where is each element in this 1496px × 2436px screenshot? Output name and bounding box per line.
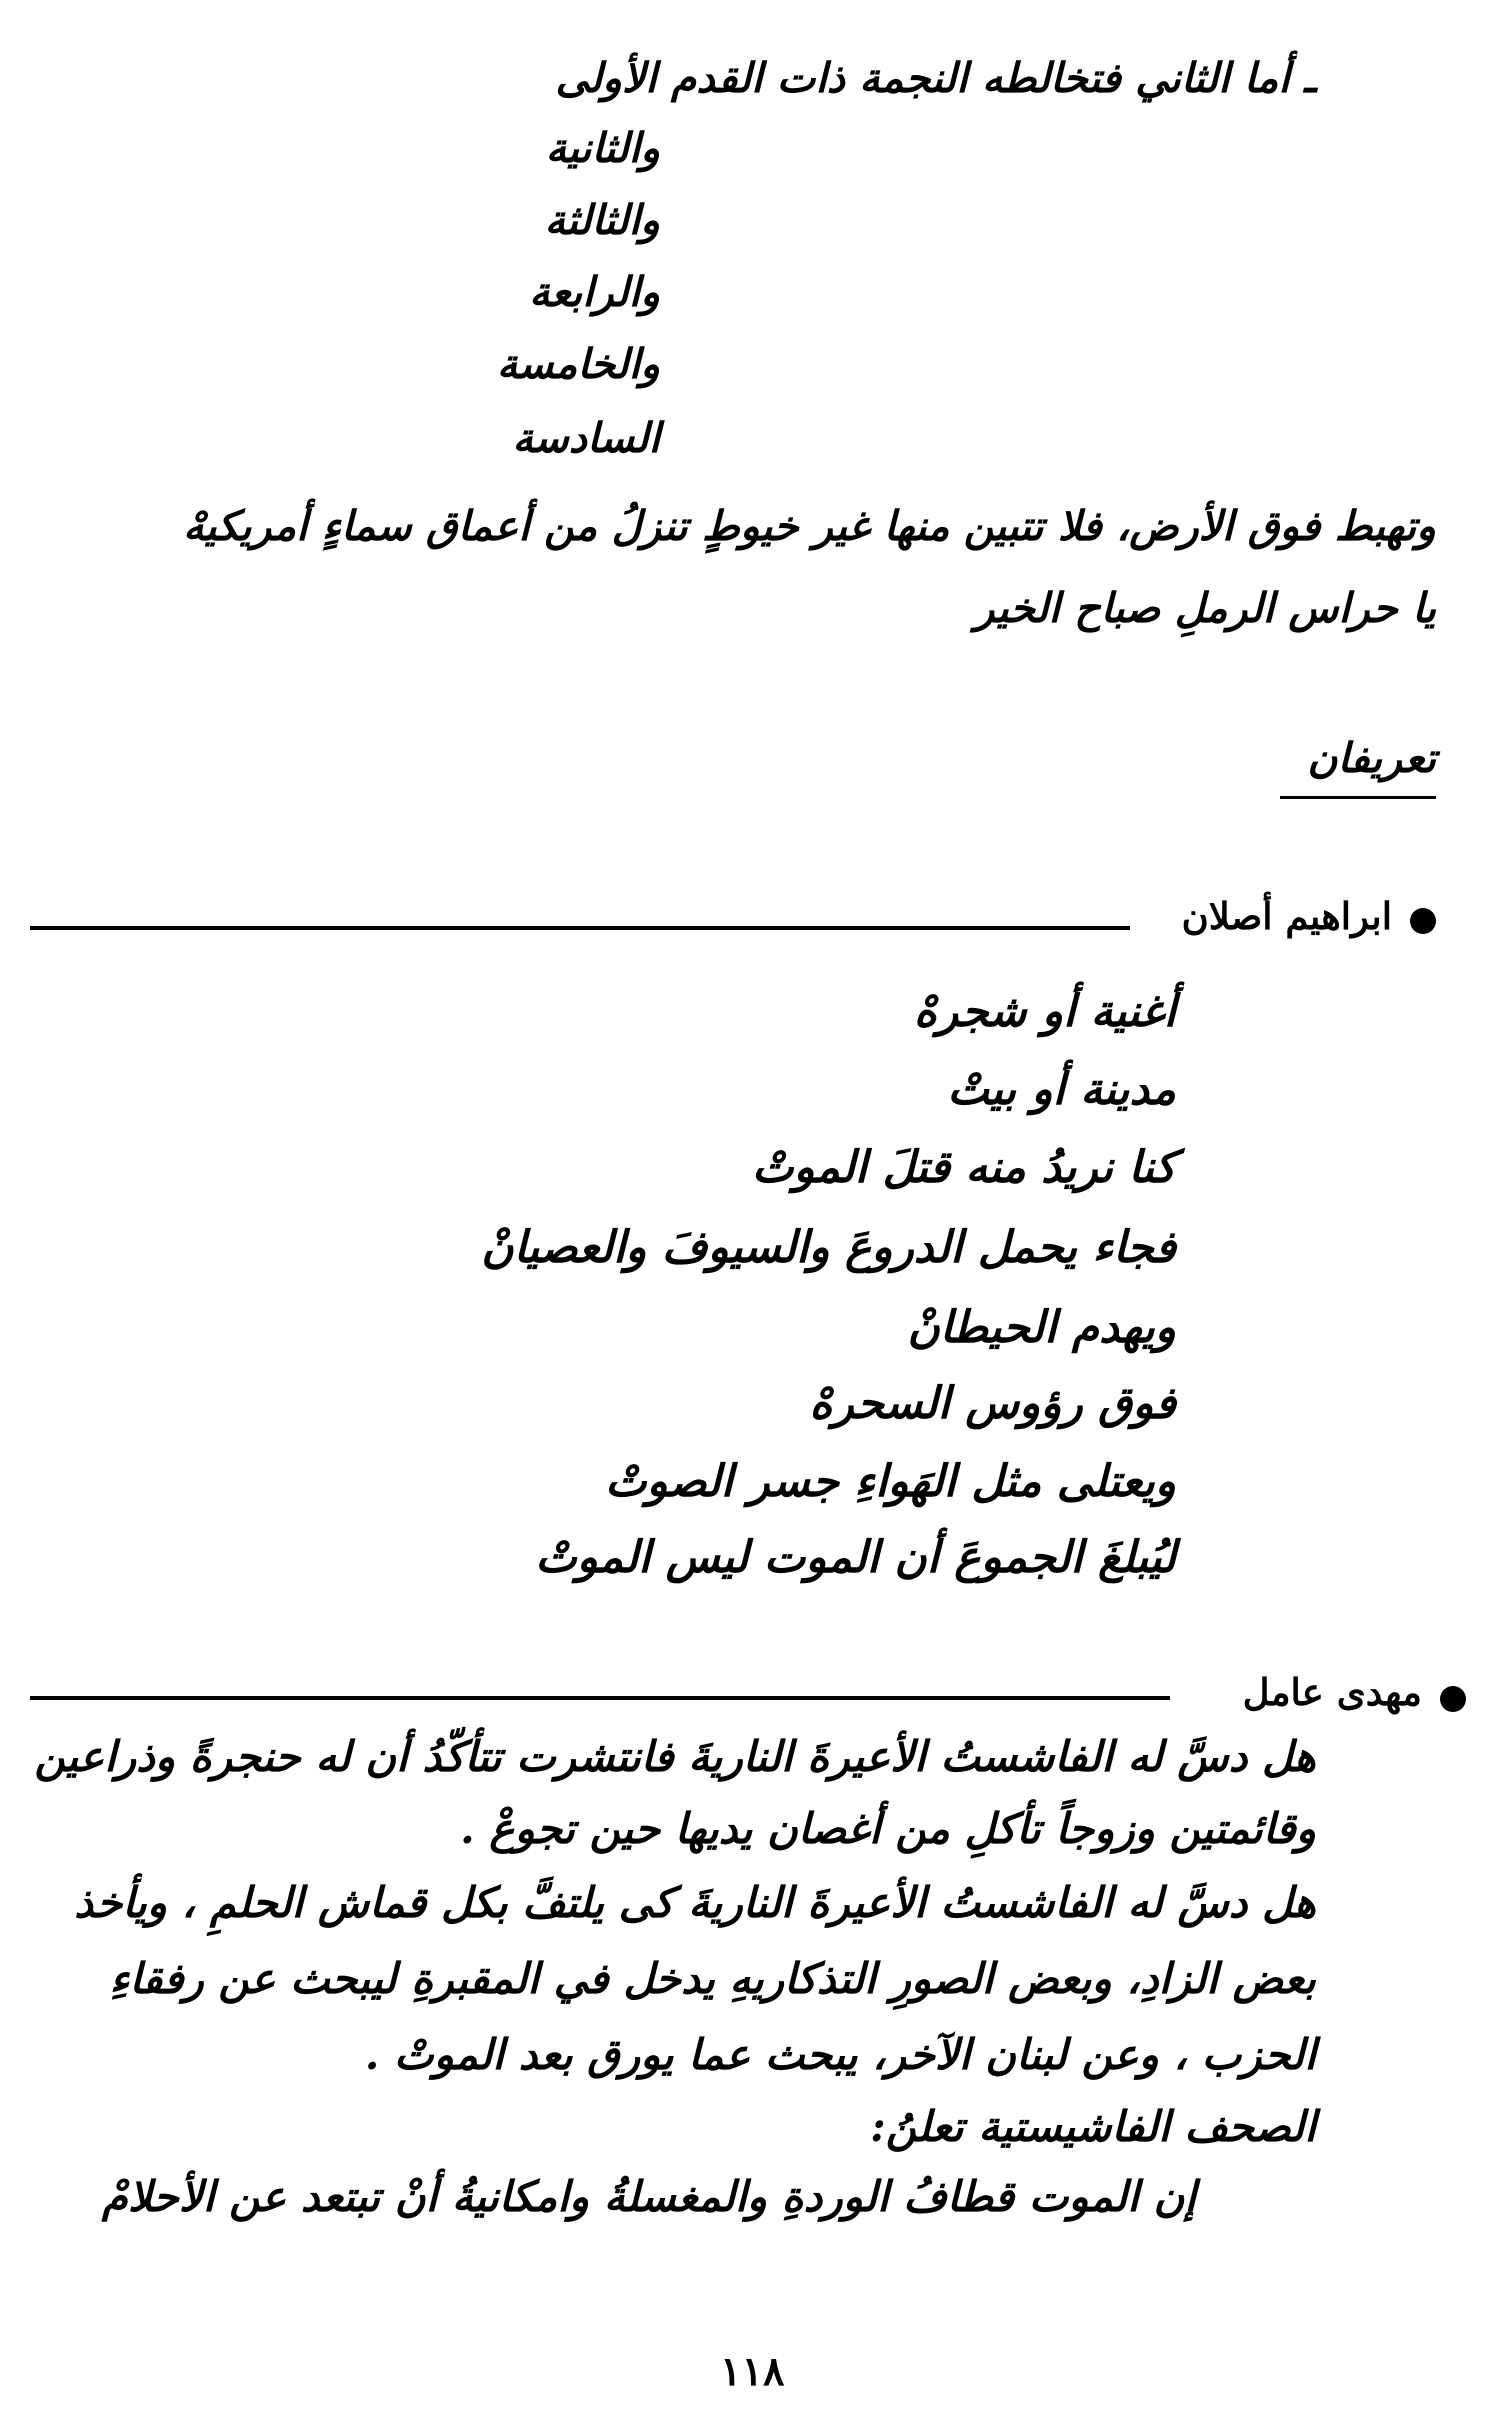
intro-line: والرابعة [529, 268, 660, 316]
poem-line: ويعتلى مثل الهَواءِ جسر الصوتْ [605, 1456, 1176, 1507]
poem-line: مدينة أو بيتْ [947, 1064, 1176, 1115]
intro-line: وتهبط فوق الأرض، فلا تتبين منها غير خيوطٍ تنزلُ من أعماق سماءٍ أمريكيهْ [183, 502, 1436, 550]
divider-rule [30, 1696, 1170, 1700]
author-name: ابراهيم أصلان [1181, 894, 1392, 938]
prose-line: إن الموت قطافُ الوردةِ والمغسلةُ وامكانيةُ أنْ تبتعد عن الأحلامْ [101, 2172, 1196, 2221]
divider-rule [30, 926, 1130, 930]
prose-line: هل دسَّ له الفاشستُ الأعيرةَ الناريةَ كى يلتفَّ بكل قماش الحلمِ ، ويأخذ [74, 1878, 1316, 1927]
intro-line: والخامسة [496, 340, 660, 388]
intro-line: ـ أما الثاني فتخالطه النجمة ذات القدم الأولى [555, 54, 1316, 102]
prose-line: هل دسَّ له الفاشستُ الأعيرةَ الناريةَ فانتشرت تتأكّدُ أن له حنجرةً وذراعين [34, 1732, 1316, 1781]
poem-line: أغنية أو شجرهْ [913, 986, 1176, 1037]
poem-line: ليُبلغَ الجموعَ أن الموت ليس الموتْ [535, 1532, 1176, 1583]
intro-line: والثالثة [544, 196, 660, 244]
intro-line: يا حراس الرملِ صباح الخير [974, 584, 1436, 632]
bullet-icon [1410, 908, 1436, 934]
poem-line: فجاء يحمل الدروعَ والسيوفَ والعصيانْ [481, 1222, 1176, 1273]
heading-underline [1280, 796, 1436, 799]
bullet-icon [1440, 1686, 1466, 1712]
page-number: ١١٨ [720, 2348, 785, 2395]
poem-line: ويهدم الحيطانْ [907, 1302, 1176, 1353]
poem-line: كنا نريدُ منه قتلَ الموتْ [751, 1142, 1176, 1193]
prose-line: بعض الزادِ، وبعض الصورِ التذكاريهِ يدخل في المقبرةِ ليبحث عن رفقاءِ [109, 1954, 1316, 2003]
intro-line: والثانية [545, 124, 660, 172]
prose-line: الصحف الفاشيستية تعلنُ: [870, 2102, 1316, 2151]
intro-line: السادسة [512, 414, 660, 462]
author-name: مهدى عامل [1242, 1670, 1422, 1714]
section-heading: تعريفان [1307, 734, 1436, 782]
poem-line: فوق رؤوس السحرهْ [809, 1378, 1176, 1429]
prose-line: وقائمتين وزوجاً تأكلِ من أغصان يديها حين تجوعْ . [460, 1804, 1316, 1853]
prose-line: الحزب ، وعن لبنان الآخر، يبحث عما يورق بعد الموتْ . [364, 2030, 1316, 2079]
